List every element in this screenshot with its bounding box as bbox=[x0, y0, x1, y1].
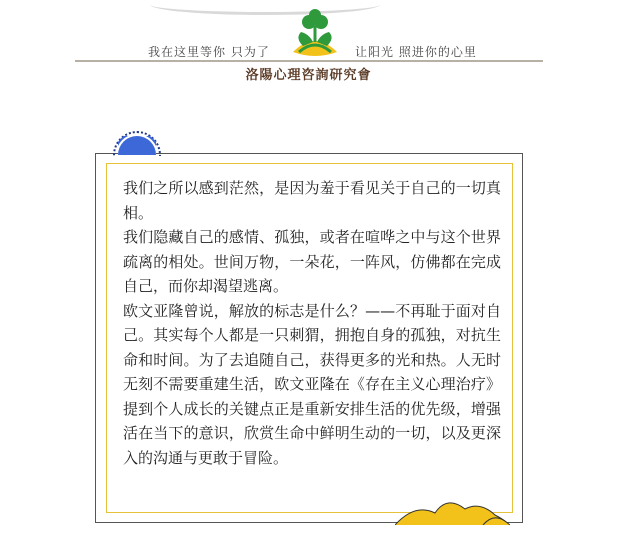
article-text bbox=[123, 176, 501, 470]
article-paragraph-3: 欧文亚隆曾说，解放的标志是什么？——不再耻于面对自己。其实每个人都是一只刺猬，拥抱自身的孤独，对抗生命和时间。为了去追随自己，获得更多的光和热。人无时无刻不需要重建生活，欧文亚隆在《存在主义心理治疗》提到个人成长的关键点正是重新安排生活的优先级，增强活在当下的意识，欣赏生命中鲜明生动的一切，以及更深入的沟通与更敢于冒险。 bbox=[123, 301, 501, 467]
slogan-left: 我在这里等你 只为了 bbox=[148, 45, 270, 59]
slogan-right: 让阳光 照进你的心里 bbox=[355, 45, 477, 59]
org-name: 洛陽心理咨詢研究會 bbox=[245, 68, 372, 83]
article-paragraph-2: 我们隐藏自己的感情、孤独，或者在喧哗之中与这个世界疏离的相处。世间万物，一朵花，一阵风，仿佛都在完成自己，而你却渴望逃离。 bbox=[123, 228, 501, 295]
hills-decoration-icon bbox=[395, 495, 510, 525]
header-banner bbox=[0, 0, 617, 90]
clover-logo-icon bbox=[285, 8, 345, 60]
article-paragraph-1: 我们之所以感到茫然，是因为羞于看见关于自己的一切真相。 bbox=[123, 179, 501, 222]
header-divider bbox=[75, 60, 543, 62]
